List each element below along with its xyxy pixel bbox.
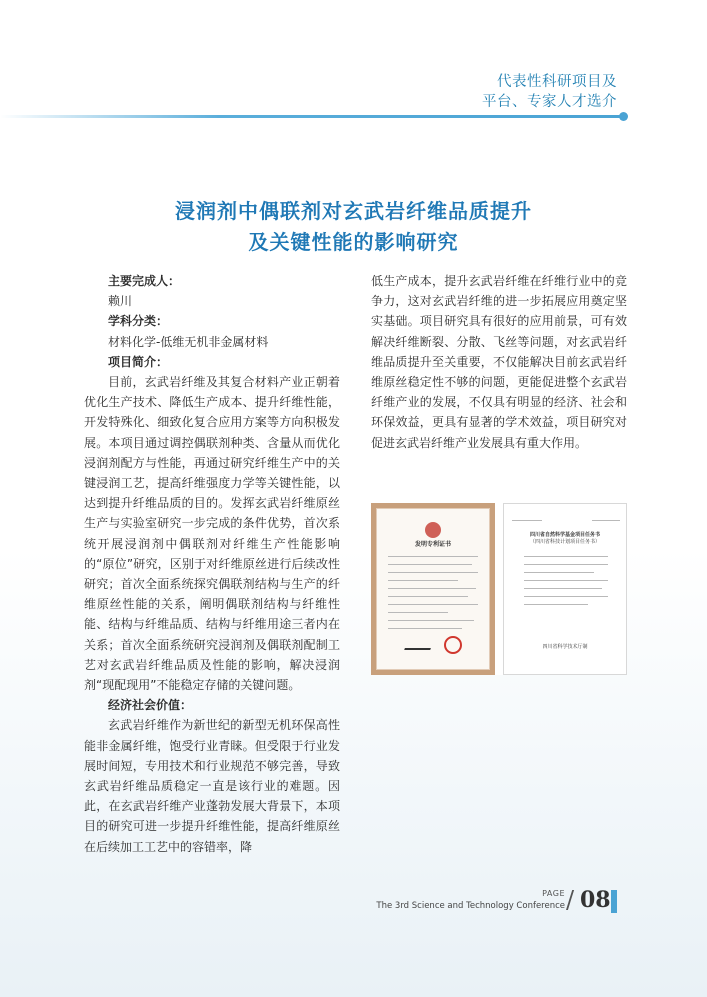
page-number: 08: [580, 887, 611, 913]
footer-conference: The 3rd Science and Technology Conference: [376, 901, 565, 911]
article-title: [0, 196, 707, 258]
patent-certificate-image: [371, 503, 495, 675]
task-book-subtitle: （四川省科技计划项目任务书）: [529, 539, 600, 545]
intro-text: 目前，玄武岩纤维及其复合材料产业正朝着优化生产技术、降低生产成本、提升纤维性能，开发特殊化、细致化复合应用方案等方向积极发展。本项目通过调控偶联剂种类、含量从而优化浸润剂配方与性能，再通过研究纤维生产中的关键浸润工艺，提高纤维强度力学等关键性能，以达到提升纤维品质的目的。发挥玄武岩纤维原丝生产与实验室研究一步完成的条件优势，首次系统开展浸润剂中偶联剂对纤维生产性能影响的“原位”研究，区别于对纤维原丝进行后续改性研究；首次全面系统探究偶联剂结构与生产的纤维原丝性能的关系，阐明偶联剂结构与纤维性能、结构与纤维品质、结构与纤维用途三者内在关系；首次全面系统研究浸润剂及偶联剂配制工艺对玄武岩纤维品质及性能的影响，解决浸润剂“现配现用”不能稳定存储的关键问题。: [84, 375, 340, 693]
section-header: [482, 72, 617, 112]
project-task-book-image: [503, 503, 627, 675]
footer-slash: /: [566, 886, 575, 914]
discipline-label: 学科分类：: [108, 314, 169, 329]
left-column: [84, 271, 340, 857]
official-seal-icon: [444, 636, 462, 654]
econ-label: 经济社会价值：: [108, 698, 193, 713]
emblem-icon: [425, 522, 441, 538]
completer-value: 赖川: [108, 294, 133, 309]
header-dot: [619, 112, 628, 121]
intro-label: 项目简介：: [108, 354, 169, 369]
patent-certificate-title: 发明专利证书: [414, 541, 451, 548]
section-header-line2: 平台、专家人才选介: [482, 94, 617, 110]
header-rule: [0, 115, 626, 118]
task-book-footer: 四川省科学技术厅制: [542, 644, 588, 650]
task-book-title: 四川省自然科学基金项目任务书: [529, 532, 600, 538]
footer-accent-bar: [611, 890, 617, 913]
right-column-text: 低生产成本，提升玄武岩纤维在纤维行业中的竞争力，这对玄武岩纤维的进一步拓展应用奠定坚实基础。项目研究具有很好的应用前景，可有效解决纤维断裂、分散、飞丝等问题，对玄武岩纤维品质提升至关重要，不仅能解决目前玄武岩纤维原丝稳定性不够的问题，更能促进整个玄武岩纤维产业的发展，不仅具有明显的经济、社会和环保效益，更具有显著的学术效益，项目研究对促进玄武岩纤维产业发展具有重大作用。: [371, 274, 627, 450]
right-column: [371, 271, 627, 453]
footer-page-word: PAGE: [542, 889, 565, 898]
completer-label: 主要完成人：: [108, 274, 181, 288]
econ-text: 玄武岩纤维作为新世纪的新型无机环保高性能非金属纤维，饱受行业青睐。但受限于行业发展时间短，专用技术和行业规范不够完善，导致玄武岩纤维品质稳定一直是该行业的难题。因此，在玄武岩纤维产业蓬勃发展大背景下，本项目的研究可进一步提升纤维性能，提高纤维原丝在后续加工工艺中的容错率，降: [84, 718, 340, 854]
discipline-value: 材料化学-低维无机非金属材料: [108, 334, 269, 349]
signature-icon: [404, 640, 434, 650]
certificate-images: [371, 503, 627, 675]
article-title-line1: 浸润剂中偶联剂对玄武岩纤维品质提升: [175, 199, 532, 223]
section-header-line1: 代表性科研项目及: [497, 74, 617, 90]
article-title-line2: 及关键性能的影响研究: [248, 230, 459, 254]
